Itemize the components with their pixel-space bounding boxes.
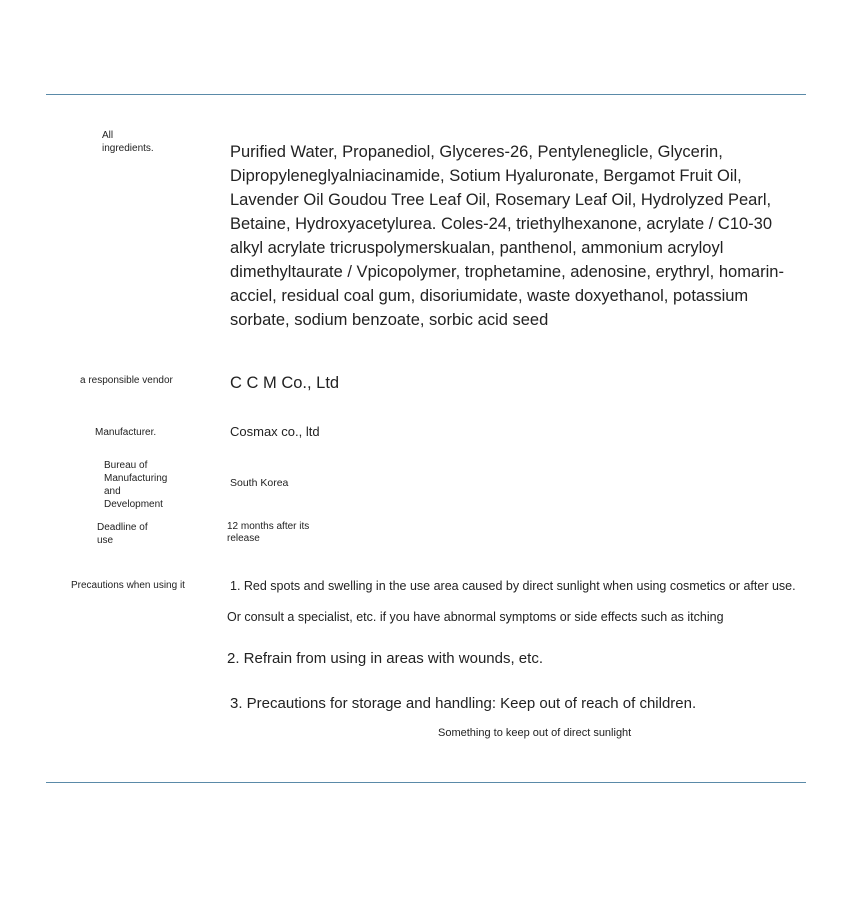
- vendor-value: C C M Co., Ltd: [230, 374, 340, 392]
- ingredients-label: All ingredients.: [102, 130, 154, 154]
- precaution-item-2: 2. Refrain from using in areas with wounds, etc.: [227, 650, 543, 667]
- ingredients-value: Purified Water, Propanediol, Glyceres-26, Pentyleneglicle, Glycerin, Dipropyleneglyalniacinamide, Sotium Hyaluronate, Bergamot Fruit Oil, Lavender Oil Goudou Tree Leaf Oil, Rosemary Leaf Oil, Hydrolyzed Pearl, Betaine, Hydroxyacetylurea. Coles-24, triethylhexanone, acrylate / C10-30 alkyl acrylate tricruspolymerskualan, panthenol, ammonium acryloyl dimethyltaurate / Vpicopolymer, trophetamine, adenosine, erythryl, homarin-acciel, residual coal gum, disoriumidate, waste doxyethanol, potassium sorbate, sodium benzoate, sorbic acid seed: [230, 143, 784, 329]
- precaution-item-3: 3. Precautions for storage and handling: Keep out of reach of children.: [230, 695, 697, 712]
- precaution-item-1-continued: Or consult a specialist, etc. if you have abnormal symptoms or side effects such as itching: [227, 610, 724, 624]
- precaution-item-1: 1. Red spots and swelling in the use area caused by direct sunlight when using cosmetics or after use.: [230, 579, 796, 593]
- top-divider: [46, 94, 806, 95]
- precaution-item-3-note: Something to keep out of direct sunlight: [438, 727, 632, 739]
- bureau-value: South Korea: [230, 477, 289, 489]
- manufacturer-label: Manufacturer.: [95, 427, 157, 438]
- vendor-label: a responsible vendor: [80, 375, 173, 386]
- deadline-label: Deadline of use: [97, 522, 148, 546]
- precautions-label: Precautions when using it: [71, 580, 185, 591]
- bottom-divider: [46, 782, 806, 783]
- bureau-label: Bureau of Manufacturing and Development: [104, 460, 168, 510]
- manufacturer-value: Cosmax co., ltd: [230, 424, 320, 439]
- deadline-value: 12 months after its release: [227, 521, 310, 544]
